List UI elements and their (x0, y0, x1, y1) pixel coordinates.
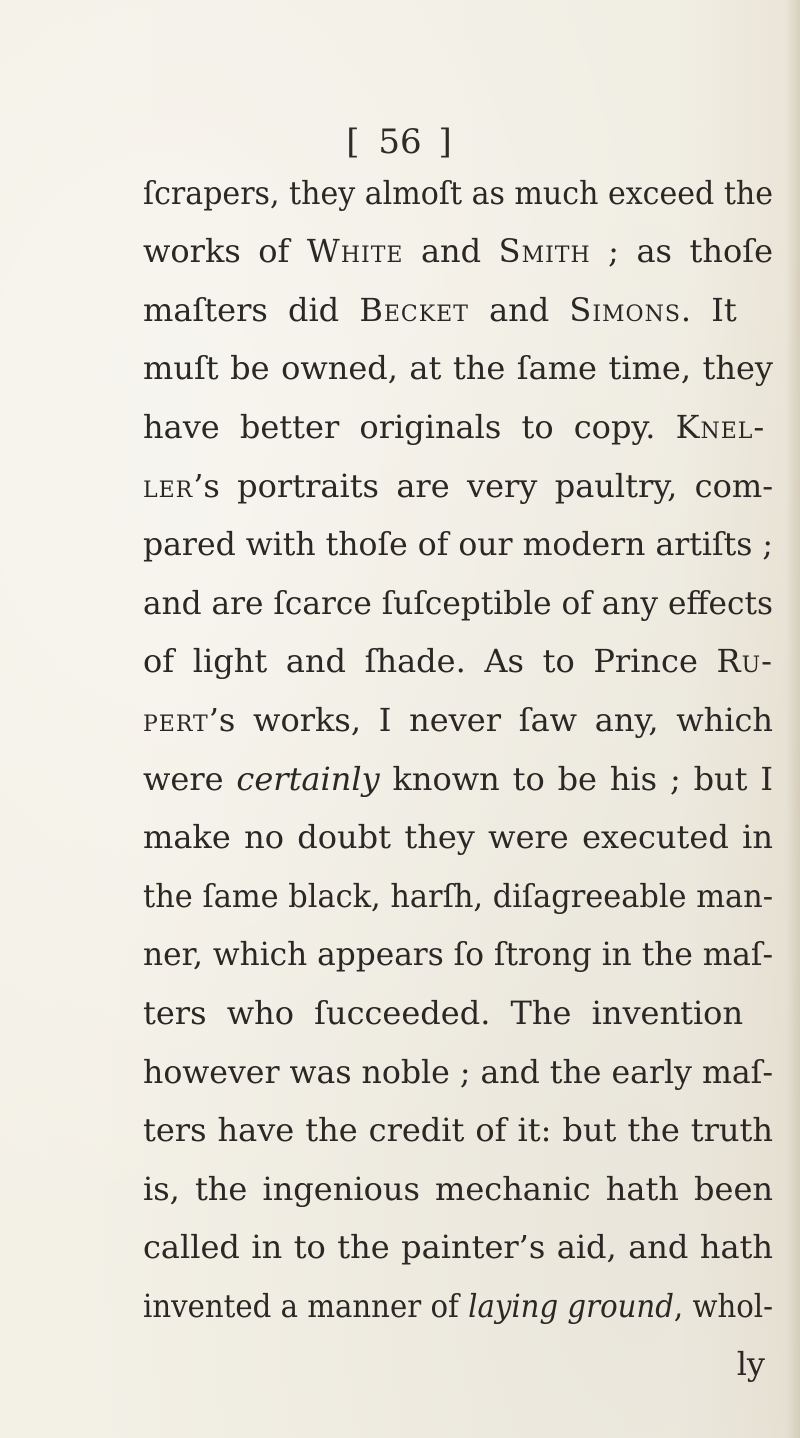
text-line (143, 1043, 785, 1102)
text-line (143, 750, 785, 809)
text-line-content: maſters did Becket and Simons. It (143, 290, 737, 329)
text-line-content: invented a manner of laying ground, whol- (143, 1286, 773, 1325)
text-line (143, 926, 785, 985)
text-line (143, 1160, 785, 1219)
text-line-content: and are ſcarce ſuſceptible of any effects (143, 583, 773, 622)
text-line (143, 691, 785, 750)
text-line (143, 164, 785, 223)
emphasis-text: laying ground (468, 1286, 674, 1325)
text-line-content: of light and ſhade. As to Prince Ru- (143, 642, 773, 681)
text-line-content: however was noble ; and the early maſ- (143, 1052, 773, 1091)
small-caps-text: Knel- (675, 407, 766, 446)
text-line-content: ler’s portraits are very paultry, com- (143, 466, 773, 505)
text-line (143, 516, 785, 575)
text-line-content: ſcrapers, they almoſt as much exceed the (143, 173, 773, 212)
body-text (143, 164, 785, 1394)
text-line-content: muſt be owned, at the ſame time, they (143, 349, 773, 388)
small-caps-text: ler (143, 466, 194, 505)
header-open-bracket: [ (346, 122, 362, 162)
text-line (143, 633, 785, 692)
small-caps-text: White (306, 232, 404, 271)
page-edge-shadow (786, 0, 800, 1438)
text-line (143, 398, 785, 457)
text-line (143, 340, 785, 399)
text-line (143, 281, 785, 340)
header-close-bracket: ] (438, 122, 454, 162)
small-caps-text: Smith (498, 232, 591, 271)
small-caps-text: pert (143, 700, 209, 739)
small-caps-text: Simons (569, 290, 681, 329)
small-caps-text: Becket (359, 290, 469, 329)
text-line-content: ters have the credit of it: but the truth (143, 1111, 773, 1150)
text-line-content: ner, which appears ſo ſtrong in the maſ- (143, 935, 773, 974)
text-line (143, 1102, 785, 1161)
page-header (0, 122, 800, 162)
catchword-line (143, 1336, 785, 1395)
text-line-content: is, the ingenious mechanic hath been (143, 1169, 773, 1208)
emphasis-text: certainly (236, 759, 380, 798)
text-line-content: works of White and Smith ; as thoſe (143, 232, 774, 271)
small-caps-text: Ru- (716, 642, 773, 681)
text-line-content: were certainly known to be his ; but I (143, 759, 774, 798)
text-line (143, 457, 785, 516)
text-line-content: pert’s works, I never ſaw any, which (143, 700, 773, 739)
text-line-content: make no doubt they were executed in (143, 818, 773, 857)
text-line (143, 867, 785, 926)
text-line (143, 1277, 785, 1336)
text-line-content: ters who ſucceeded. The invention (143, 993, 744, 1032)
text-line (143, 809, 785, 868)
text-line-content: the ſame black, harſh, diſagreeable man- (143, 876, 773, 915)
text-line-content: called in to the painter’s aid, and hath (143, 1228, 773, 1267)
text-line-content: have better originals to copy. Knel- (143, 407, 766, 446)
text-line (143, 223, 785, 282)
page-number: 56 (378, 122, 422, 162)
text-line-content: pared with thoſe of our modern artiſts ; (143, 525, 773, 564)
text-line (143, 1219, 785, 1278)
catchword: ly (736, 1345, 765, 1384)
text-line (143, 574, 785, 633)
text-line (143, 984, 785, 1043)
